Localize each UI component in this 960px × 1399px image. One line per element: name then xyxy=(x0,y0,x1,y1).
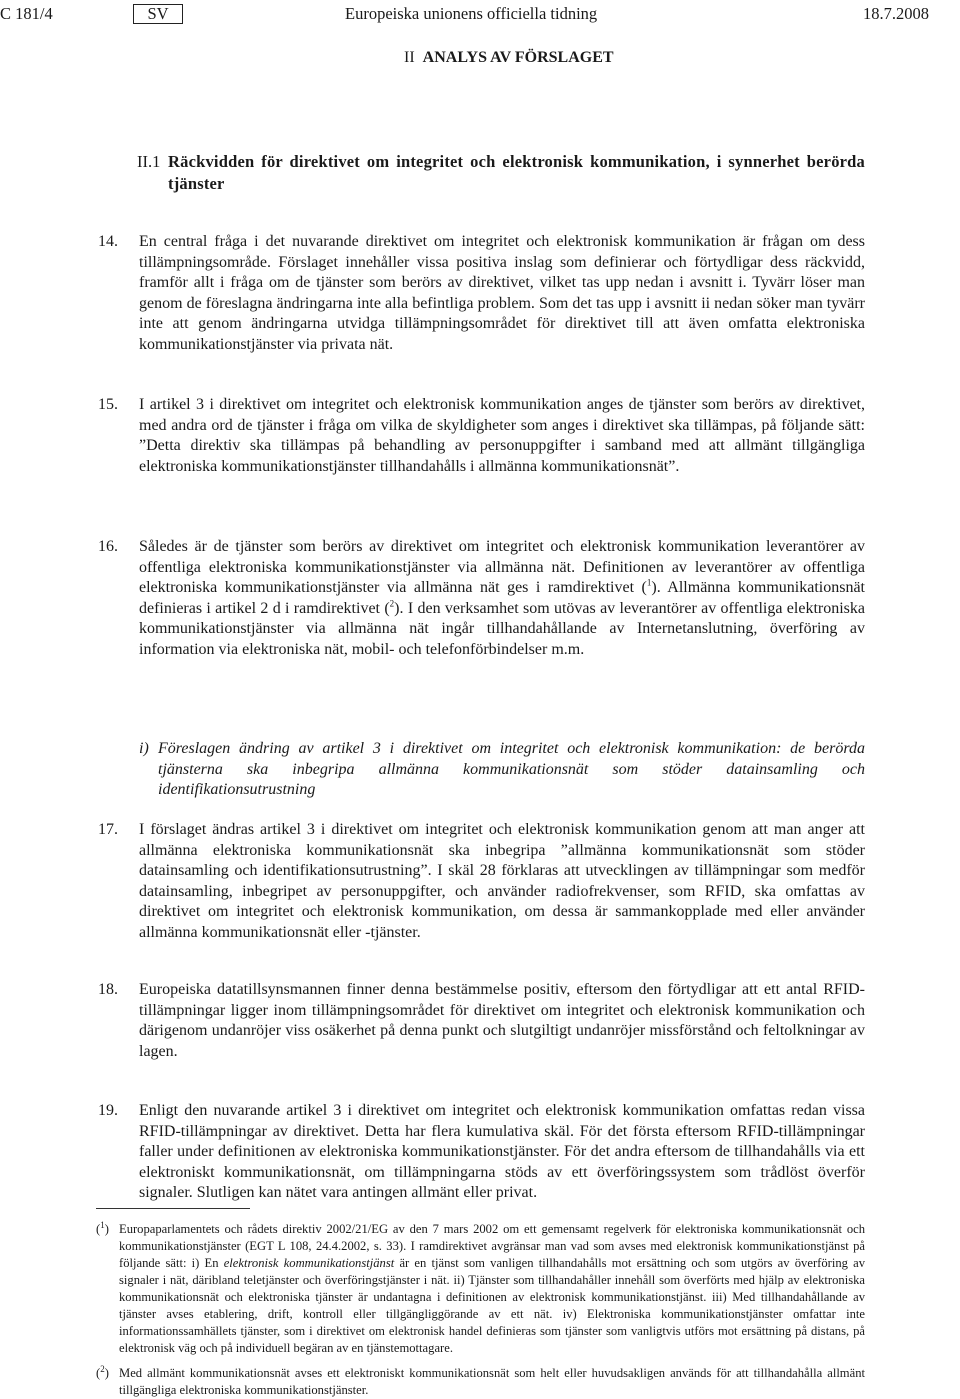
footnote-ref[interactable]: 2 xyxy=(389,598,395,609)
footnote-separator xyxy=(96,1208,250,1209)
publication-date: 18.7.2008 xyxy=(863,4,929,23)
chapter-title: ANALYS AV FÖRSLAGET xyxy=(422,49,614,66)
section-number: II.1 xyxy=(137,152,161,171)
paragraph-text: Således är de tjänster som berörs av direktivet om integritet och elektronisk kommunikation leverantörer av offentliga elektroniska kommunikationstjänster via allmänna nät. Definitionen av leverantörer av offentliga elektroniska kommunikationstjänster via allmänna nät ges i ramdirektivet ($^1$). Allmänna kommunikationsnät definieras i artikel 2 d i ramdirektivet ($^2$). I den verksamhet som utövas av leverantörer av offentliga elektroniska kommunikationstjänster via allmänna nät ingår tillhandahållande av Internetanslutning, överföring av information via elektroniska nät, mobil- och telefonförbindelser m.m. xyxy=(139,538,865,658)
paragraph-number: 16. xyxy=(98,538,118,555)
paragraph-text: Europeiska datatillsynsmannen finner denna bestämmelse positiv, eftersom den förtydligar att ett antal RFID-tillämpningar ligger inom tillämpningsområdet för direktivet om integritet och elektronisk kommunikation och därigenom undanröjer viss osäkerhet på denna punkt och slutgiltigt undanröjer missförstånd och feltolkningar av lagen. xyxy=(139,981,865,1060)
paragraph-number: 14. xyxy=(98,233,118,250)
paragraph-text: I artikel 3 i direktivet om integritet och elektronisk kommunikation anges de tjänster som berörs av direktivet, med andra ord de tjänster i fråga om vilka de skyldigheter som anges i direktivet ska tillämpas, på följande sätt: ”Detta direktiv ska tillämpas på behandling av personuppgifter i samband med att allmänt tillgängliga elektroniska kommunikationstjänster tillhandahålls i allmänna kommunikationsnät”. xyxy=(139,396,865,475)
page-reference: C 181/4 xyxy=(0,4,53,23)
journal-title: Europeiska unionens officiella tidning xyxy=(345,4,598,23)
paragraph-number: 18. xyxy=(98,981,118,998)
paragraph-number: 15. xyxy=(98,396,118,413)
footnote-ref[interactable]: 1 xyxy=(646,577,652,588)
paragraph-number: 17. xyxy=(98,821,118,838)
section-title: Räckvidden för direktivet om integritet och elektronisk kommunikation, i synnerhet berörda tjänster xyxy=(168,152,865,193)
chapter-heading xyxy=(404,48,614,68)
language-badge: SV xyxy=(133,4,183,24)
footnote-number: ($^1$) xyxy=(96,1219,109,1236)
paragraph-number: 19. xyxy=(98,1102,118,1119)
footnote-text: Europaparlamentets och rådets direktiv 2002/21/EG av den 7 mars 2002 om ett gemensamt regelverk för elektroniska kommunikationsnät och kommunikationstjänster (EGT L 108, 24.4.2002, s. 33). I ramdirektivet avgränsar man vad som avses med elektronisk kommunikationstjänst på följande sätt: i) En elektronisk kommunikationstjänst är en tjänst som vanligen tillhandahålls mot ersättning och som utgörs av överföring av signaler i nät, däribland teletjänster och överföringstjänster i nät. ii) Tjänster som tillhandahåller innehåll som överförts med hjälp av elektroniska kommunikationsnät och elektroniska tjänster är undantagna i definitionen av elektronisk kommunikationstjänst. iii) Med tillhandahållande av tjänster avses etablering, drift, kontroll eller tillgängliggörande av ett nät. iv) Elektroniska kommunikationstjänster omfattar inte informationssamhällets tjänster, som i direktivet om elektronisk handel definieras som tjänster som vanligtvis utförs mot ersättning på distans, på elektronisk väg och på individuell begäran av en tjänstemottagare. xyxy=(119,1222,865,1355)
paragraph-text: I förslaget ändras artikel 3 i direktivet om integritet och elektronisk kommunikation genom att man anger att allmänna elektroniska kommunikationsnät ska inbegripa ”allmänna kommunikationsnät som stöder datainsamling och identifikationsutrustning”. I skäl 28 förklaras att utvecklingen av tillämpningar som medför datainsamling, inbegripet av personuppgifter, och använder radiofrekvenser, som RFID, ska omfattas av direktivet om integritet och elektronisk kommunikation, om dessa är sammankopplade med eller använder allmänna kommunikationsnät eller -tjänster. xyxy=(139,821,865,941)
footnote-number: ($^2$) xyxy=(96,1363,109,1380)
chapter-number: II xyxy=(404,49,415,66)
footnote-text: Med allmänt kommunikationsnät avses ett elektroniskt kommunikationsnät som helt eller huvudsakligen används för att tillhandahålla allmänt tillgängliga elektroniska kommunikationstjänster. xyxy=(119,1366,865,1397)
subsection-title: Föreslagen ändring av artikel 3 i direktivet om integritet och elektronisk kommunikation: de berörda tjänsterna ska inbegripa allmänna kommunikationsnät som stöder datainsamling och identifikationsutrustning xyxy=(158,740,865,799)
paragraph-text: En central fråga i det nuvarande direktivet om integritet och elektronisk kommunikation är frågan om dess tillämpningsområde. Förslaget innehåller vissa positiva inslag som definierar och förtydligar dess räckvidd, framför allt i fråga om de tjänster som berörs av direktivet, vilket tas upp nedan i avsnitt i. Tyvärr löser man genom de föreslagna ändringarna inte alla befintliga problem. Som det tas upp i avsnitt ii nedan söker man tyvärr inte att genom ändringarna utvidga tillämpningsområdet för direktivet till att även omfatta elektroniska kommunikationstjänster via privata nät. xyxy=(139,233,865,353)
subsection-number: i) xyxy=(139,740,149,757)
paragraph-text: Enligt den nuvarande artikel 3 i direktivet om integritet och elektronisk kommunikation omfattas redan vissa RFID-tillämpningar av direktivet. Detta har flera kumulativa skäl. För det första eftersom RFID-tillämpningar faller under definitionen av elektroniska kommunikationstjänster. För det andra eftersom de tillhandahålls via ett elektroniskt kommunikationsnät, om tillämpningarna stöds av ett överföringssystem som trådlöst överför signaler. Slutligen kan nätet vara antingen allmänt eller privat. xyxy=(139,1102,865,1202)
